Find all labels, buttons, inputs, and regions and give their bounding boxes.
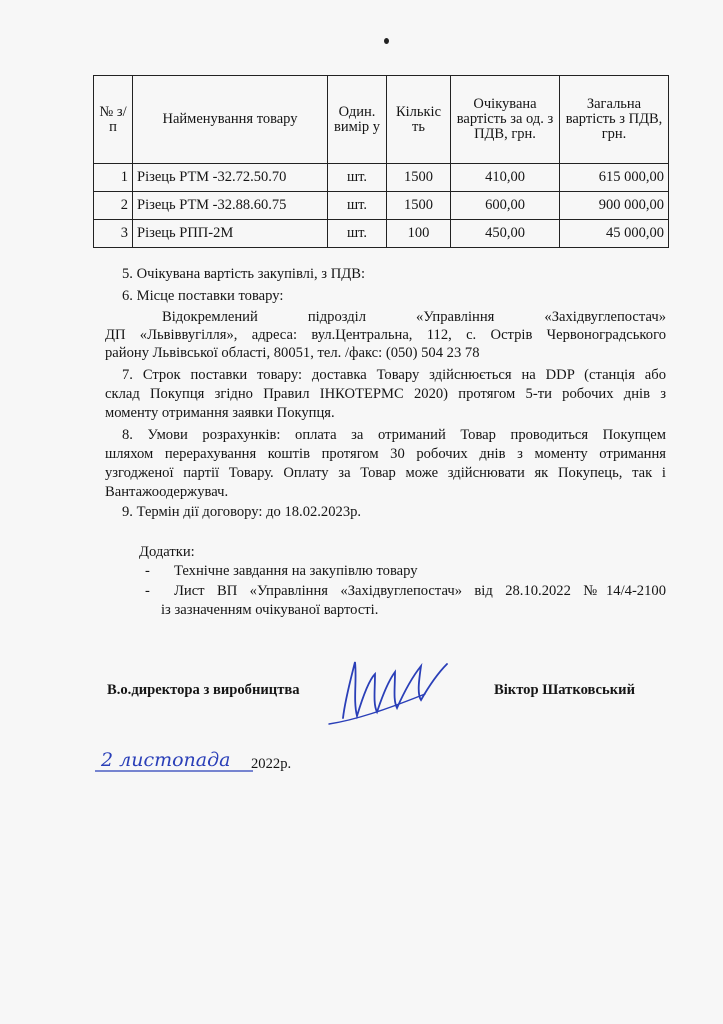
header-num: № з/п (94, 76, 133, 164)
table-row (94, 220, 669, 248)
row-total: 45 000,00 (560, 220, 669, 248)
item-6-line-3: району Львівської області, 80051, тел. /факс: (050) 504 23 78 (105, 345, 480, 361)
signatory-name: Віктор Шатковський (494, 682, 635, 698)
row-price: 600,00 (451, 192, 560, 220)
row-unit: шт. (328, 220, 387, 248)
item-8-line-2: шляхом перерахування коштів протягом 30 робочих днів з моменту отримання (105, 446, 666, 462)
row-qty: 1500 (387, 192, 451, 220)
header-qty: Кількіс ть (387, 76, 451, 164)
handwritten-date-text: 2 листопада (101, 749, 231, 771)
attachment-1-bullet: - (145, 563, 150, 579)
attachment-2-bullet: - (145, 583, 150, 599)
row-unit: шт. (328, 192, 387, 220)
goods-table (93, 75, 669, 248)
row-name: Різець РПП-2М (133, 220, 328, 248)
row-qty: 100 (387, 220, 451, 248)
signature-block (107, 670, 667, 730)
attachment-2-line-2: із зазначенням очікуваної вартості. (161, 602, 379, 618)
item-6-line-2: ДП «Львіввугілля», адреса: вул.Центральна, 112, с. Острів Червоноградського (105, 327, 666, 343)
header-unit: Один. вимір у (328, 76, 387, 164)
item-6: 6. Місце поставки товару: (122, 288, 284, 304)
table-header-row (94, 76, 669, 164)
row-total: 615 000,00 (560, 164, 669, 192)
row-unit: шт. (328, 164, 387, 192)
item-8-line-4: Вантажоодержувач. (105, 484, 229, 500)
item-7-line-3: моменту отримання заявки Покупця. (105, 405, 335, 421)
row-qty: 1500 (387, 164, 451, 192)
header-total: Загальна вартість з ПДВ, грн. (560, 76, 669, 164)
stray-mark (384, 38, 389, 44)
header-expected-price: Очікувана вартість за од. з ПДВ, грн. (451, 76, 560, 164)
date-year: 2022р. (251, 756, 292, 772)
row-name: Різець РТМ -32.72.50.70 (133, 164, 328, 192)
signatory-title: В.о.директора з виробництва (107, 682, 300, 698)
item-9: 9. Термін дії договору: до 18.02.2023р. (122, 504, 362, 520)
header-name: Найменування товару (133, 76, 328, 164)
item-8-line-3: узгодженої партії Товару. Оплату за Товар може здійснювати як Покупець, так і (105, 465, 666, 481)
attachments-title: Додатки: (139, 544, 195, 560)
row-price: 450,00 (451, 220, 560, 248)
attachment-1: Технічне завдання на закупівлю товару (174, 563, 418, 579)
item-6-line-1: Відокремлений підрозділ «Управління «Західвуглепостач» (162, 309, 666, 325)
item-5: 5. Очікувана вартість закупівлі, з ПДВ: (122, 266, 366, 282)
handwritten-signature (325, 650, 455, 735)
row-num: 3 (94, 220, 133, 248)
row-name: Різець РТМ -32.88.60.75 (133, 192, 328, 220)
row-num: 1 (94, 164, 133, 192)
item-7-line-1: 7. Строк поставки товару: доставка Товару здійснюється на DDP (станція або (122, 367, 666, 383)
handwritten-date (95, 740, 255, 776)
attachment-2-line-1: Лист ВП «Управління «Західвуглепостач» від 28.10.2022 №14/4-2100 (174, 583, 666, 599)
row-num: 2 (94, 192, 133, 220)
item-8-line-1: 8. Умови розрахунків: оплата за отриманий Товар проводиться Покупцем (122, 427, 666, 443)
row-total: 900 000,00 (560, 192, 669, 220)
table-row (94, 192, 669, 220)
table-row (94, 164, 669, 192)
item-7-line-2: склад Покупця згідно Правил ІНКОТЕРМС 2020) протягом 5-ти робочих днів з (105, 386, 666, 402)
signature-date (95, 740, 355, 780)
row-price: 410,00 (451, 164, 560, 192)
